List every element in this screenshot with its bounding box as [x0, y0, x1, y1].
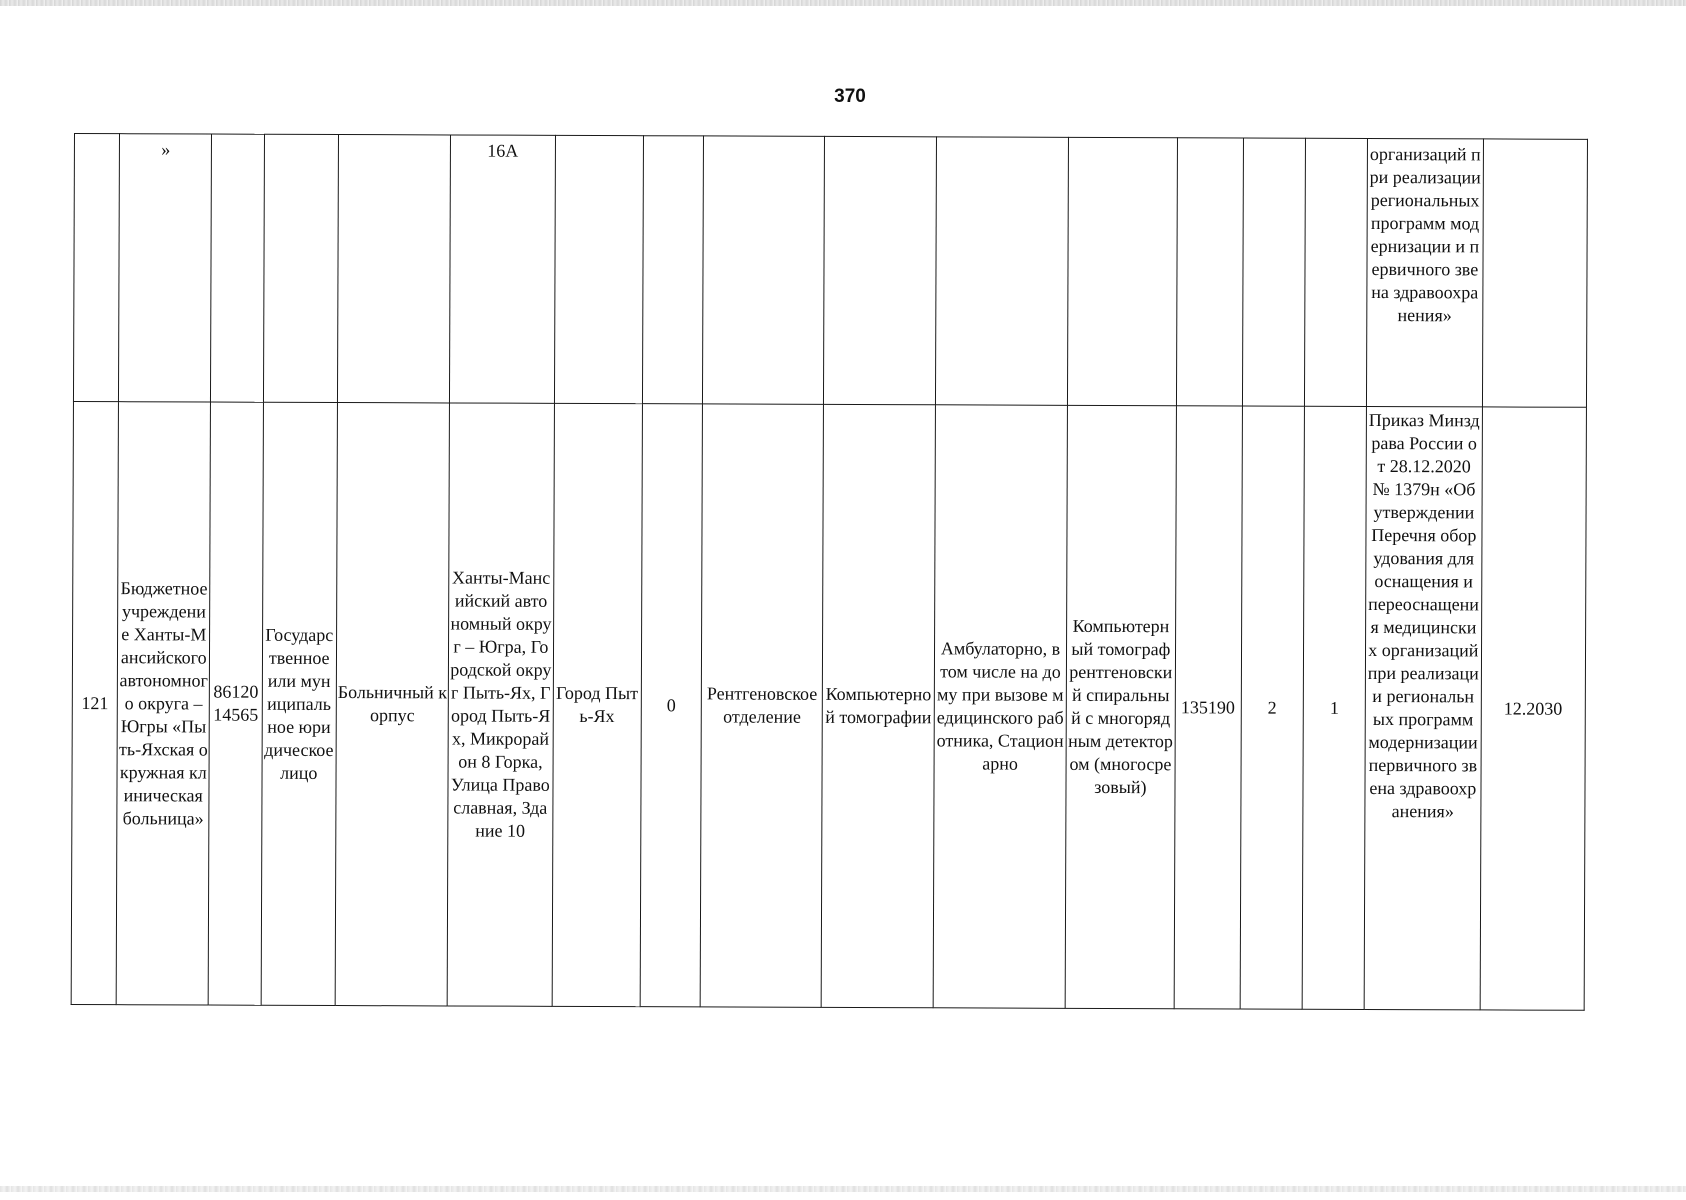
- cell-equipment: [1068, 137, 1177, 405]
- cell-department: [702, 136, 824, 404]
- scan-edge-top: [0, 0, 1686, 6]
- cell-address: 16А: [450, 135, 555, 403]
- cell-cabinet: [824, 136, 936, 404]
- cell-code: [1176, 138, 1243, 406]
- table-row-121: [71, 401, 1586, 1010]
- scan-edge-bottom: [0, 1186, 1686, 1192]
- cell-date: [1482, 139, 1587, 407]
- cell-number: 121: [71, 401, 118, 1004]
- table-row-continuation: [73, 134, 1587, 408]
- cell-order: Приказ Минздрава России от 28.12.2020 № 1379н «Об утверждении Перечня оборудования для оснащения и переоснащения медицинских организаций при реализации региональных программ модернизации первичного звена здравоохранения»: [1364, 406, 1482, 1009]
- cell-legal-form: Государственное или муниципальное юридическое лицо: [261, 402, 338, 1005]
- cell-locality: [554, 135, 643, 403]
- cell-order: организаций при реализации региональных программ модернизации и первичного звена здравоохранения»: [1367, 138, 1483, 406]
- cell-number: [73, 134, 119, 402]
- cell-cabinet: Компьютерной томографии: [822, 404, 936, 1007]
- cell-date: 12.2030: [1480, 407, 1587, 1010]
- cell-qty: 2: [1240, 406, 1305, 1009]
- cell-conditions: Амбулаторно, в том числе на дому при вызове медицинского работника, Стационарно: [933, 405, 1068, 1009]
- page-number: 370: [834, 86, 866, 107]
- cell-building: [337, 135, 450, 403]
- cell-qty2: 1: [1302, 406, 1367, 1009]
- cell-inn: [211, 134, 264, 402]
- cell-organization: Бюджетное учреждение Ханты-Мансийского автономного округа – Югры «Пыть-Яхская окружная клиническая больница»: [116, 402, 211, 1005]
- cell-qty: [1242, 138, 1305, 406]
- equipment-table: [71, 133, 1588, 1011]
- cell-zero: [642, 136, 703, 404]
- cell-address: Ханты-Мансийский автономный округ – Югра, Городской округ Пыть-Ях, Город Пыть-Ях, Микрорайон 8 Горка, Улица Православная, Здание 10: [447, 403, 554, 1006]
- cell-department: Рентгеновское отделение: [700, 404, 824, 1007]
- cell-code: 135190: [1174, 406, 1243, 1009]
- cell-organization: »: [119, 134, 212, 402]
- cell-equipment: Компьютерный томограф рентгеновский спиральный с многорядным детектором (многосрезовый): [1065, 405, 1176, 1008]
- cell-inn: 8612014565: [209, 402, 263, 1005]
- cell-legal-form: [263, 134, 338, 402]
- cell-conditions: [935, 137, 1068, 406]
- cell-qty2: [1304, 138, 1367, 406]
- cell-building: Больничный корпус: [335, 403, 450, 1006]
- cell-locality: Город Пыть-Ях: [552, 403, 643, 1006]
- cell-zero: 0: [640, 404, 703, 1007]
